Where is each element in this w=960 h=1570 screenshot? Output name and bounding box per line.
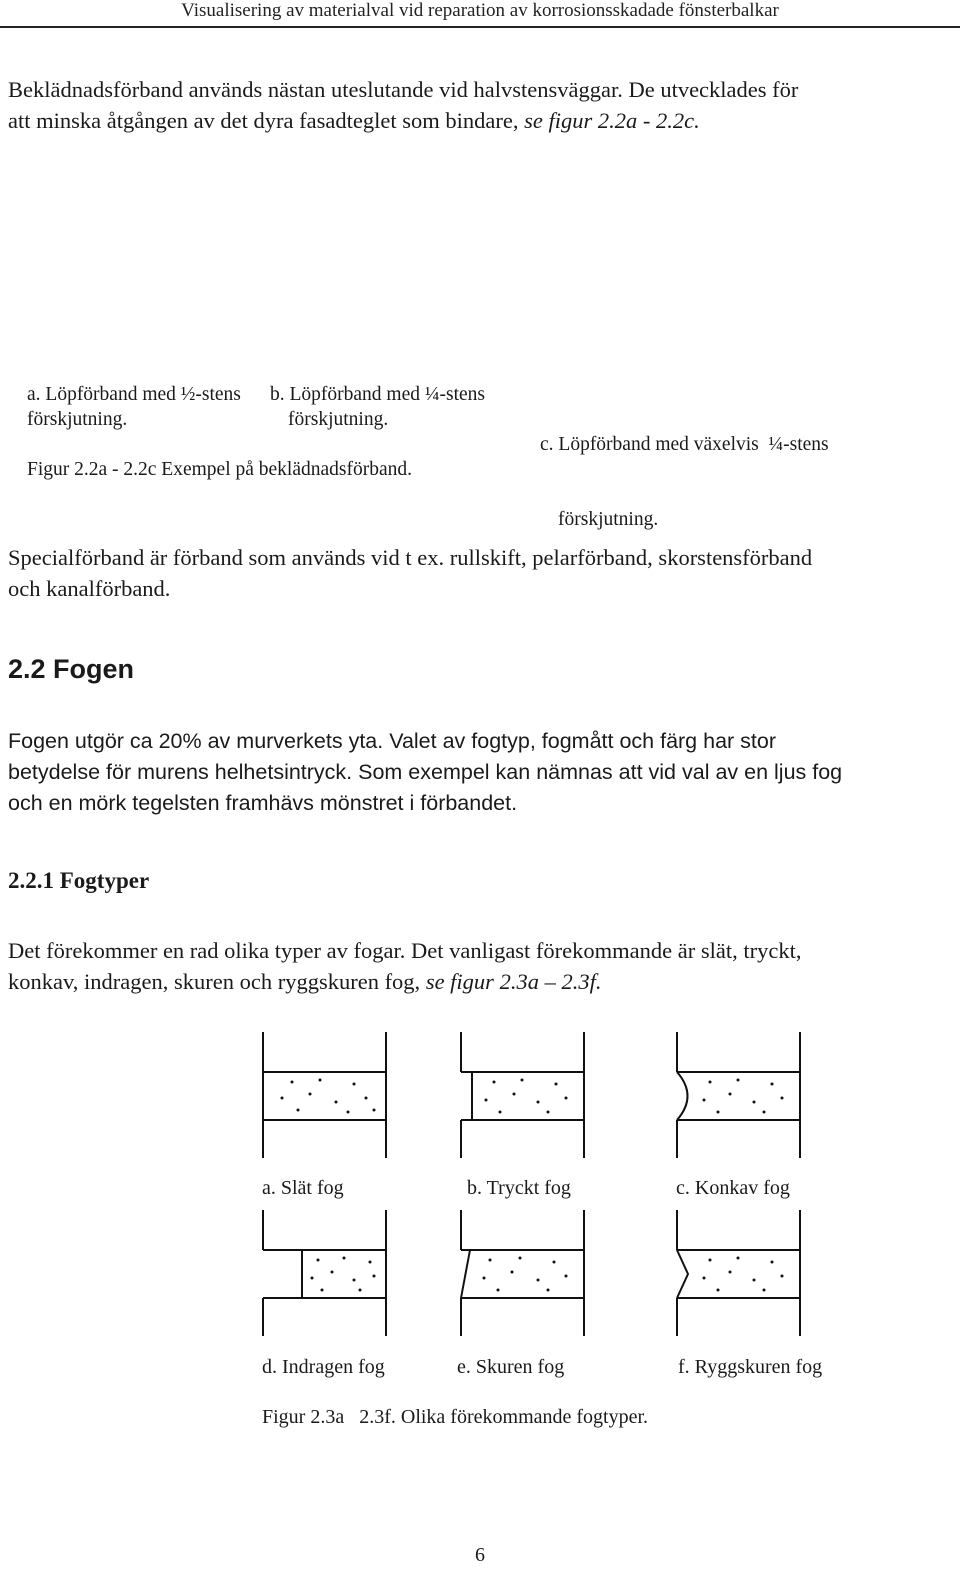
fogtyper-figure-ref: se figur 2.3a – 2.3f. xyxy=(425,969,602,994)
intro-figure-ref-num: 2.2a - 2.2c. xyxy=(597,108,700,133)
fig-2-3-title: Figur 2.3a 2.3f. Olika förekommande fogtyper. xyxy=(262,1406,649,1428)
joint-diagram-v-shaped xyxy=(676,1210,802,1336)
section-2-2-line-2: betydelse för murens helhetsintryck. Som exempel kan nämnas att vid val av en ljus fog xyxy=(8,760,843,784)
section-2-2-heading: 2.2 Fogen xyxy=(8,654,135,684)
joint-label-b: b. Tryckt fog xyxy=(467,1177,571,1199)
intro-line-1: Beklädnadsförband används nästan uteslutande vid halvstensväggar. De utvecklades för xyxy=(8,77,799,102)
intro-line-2-text: att minska åtgången av det dyra fasadteglet som bindare, xyxy=(8,108,519,133)
joint-label-c: c. Konkav fog xyxy=(676,1177,790,1199)
intro-line-2 xyxy=(8,105,952,136)
joint-diagram-recessed xyxy=(262,1210,388,1336)
intro-paragraph xyxy=(8,74,952,136)
section-2-2-heading-wrap xyxy=(8,654,134,685)
section-2-2-1-line-2 xyxy=(8,966,952,997)
joint-diagram-weathered xyxy=(460,1210,586,1336)
joint-diagram-concave xyxy=(676,1032,802,1158)
section-2-2-line-1: Fogen utgör ca 20% av murverkets yta. Valet av fogtyp, fogmått och färg har stor xyxy=(8,729,777,753)
joint-diagram-pressed xyxy=(460,1032,586,1158)
joint-diagram-flush xyxy=(262,1032,388,1158)
section-2-2-1-paragraph xyxy=(8,935,952,997)
header-rule xyxy=(0,26,960,28)
fig-2-2b-caption xyxy=(270,382,485,432)
page-header: Visualisering av materialval vid reparation av korrosionsskadade fönsterbalkar xyxy=(181,0,779,21)
fig-2-2-title: Figur 2.2a - 2.2c Exempel på beklädnadsförband. xyxy=(27,459,413,480)
special-line-2: och kanalförband. xyxy=(8,576,171,601)
section-2-2-1-line-1: Det förekommer en rad olika typer av fogar. Det vanligast förekommande är slät, tryckt, xyxy=(8,938,802,963)
fig-2-2a-caption-line2: förskjutning. xyxy=(27,409,128,430)
joint-label-e: e. Skuren fog xyxy=(457,1356,565,1378)
fig-2-2c-caption xyxy=(540,382,829,557)
section-2-2-1-heading-wrap xyxy=(8,868,149,894)
joint-label-f: f. Ryggskuren fog xyxy=(678,1356,823,1378)
intro-figure-ref: se figur xyxy=(524,108,593,133)
section-2-2-1-heading: 2.2.1 Fogtyper xyxy=(8,868,150,893)
fig-2-2b-caption-line1: b. Löpförband med ¼-stens xyxy=(270,384,485,405)
section-2-2-1-line-2-text: konkav, indragen, skuren och ryggskuren fog, xyxy=(8,969,421,994)
joint-label-a: a. Slät fog xyxy=(262,1177,344,1199)
section-2-2-paragraph xyxy=(8,726,952,819)
fig-2-2a-caption-line1: a. Löpförband med ½-stens xyxy=(27,384,241,405)
page-number: 6 xyxy=(475,1544,485,1566)
fig-2-2b-caption-line2: förskjutning. xyxy=(288,409,389,430)
fig-2-2c-caption-line2: förskjutning. xyxy=(558,509,659,530)
special-line-1: Specialförband är förband som används vid t ex. rullskift, pelarförband, skorstensförband xyxy=(8,545,813,570)
fig-2-2c-caption-line1: c. Löpförband med växelvis ¼-stens xyxy=(540,434,829,455)
section-2-2-line-3: och en mörk tegelsten framhävs mönstret i förbandet. xyxy=(8,791,518,815)
joint-label-d: d. Indragen fog xyxy=(262,1356,385,1378)
fig-2-2a-caption xyxy=(27,382,241,432)
special-paragraph xyxy=(8,542,952,604)
